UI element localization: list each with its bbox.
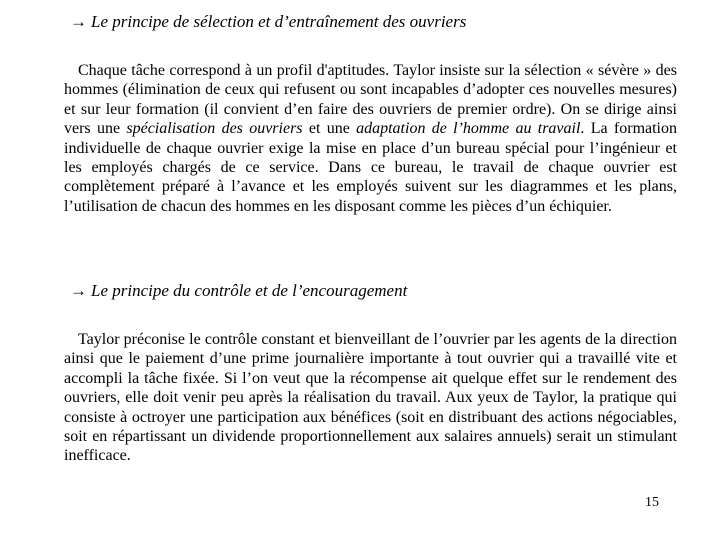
paragraph-control — [64, 330, 677, 466]
paragraph-text: . La formation individuelle de chaque ouvrier exige la mise en place d’un bureau spécial pour l’ingénieur et les employés chargés de ce service. Dans ce bureau, le travail de chaque ouvrier est complètement préparé à l’avance et les employés suivent sur les diagrammes et les plans, l’utilisation de chacun des hommes en les disposant comme les pièces d’un échiquier. — [64, 120, 678, 215]
paragraph-text: Taylor préconise le contrôle constant et bienveillant de l’ouvrier par les agents de la direction ainsi que le paiement d’une prime journalière importante à tout ouvrier qui a travaillé vite et accompli la tâche fixée. Si l’on veut que la récompense ait quelque effet sur le rendement des ouvriers, elle doit venir peu après la réalisation du travail. Aux yeux de Taylor, la pratique qui consiste à octroyer une participation aux bénéfices (soit en distribuant des actions négociables, soit en répartissant un dividende proportionnellement aux salaires annuels) serait un stimulant inefficace. — [64, 331, 677, 465]
page-number: 15 — [645, 495, 659, 510]
right-arrow-icon: → — [70, 12, 87, 31]
section-heading-selection — [70, 12, 466, 32]
section-heading-control — [70, 281, 407, 301]
italic-phrase: spécialisation des ouvriers — [126, 120, 303, 138]
right-arrow-icon: → — [70, 281, 87, 300]
italic-phrase: adaptation de l’homme au travail — [356, 120, 581, 138]
paragraph-selection — [64, 61, 677, 216]
paragraph-text: et une — [302, 120, 357, 138]
paragraph-text: Chaque tâche correspond à un profil d'aptitudes. Taylor insiste sur la sélection « sévère » des hommes (élimination de ceux qui refusent ou sont incapables d’adopter ces nouvelles mesures) et sur leur formation (il convient d’en faire des ouvriers de premier ordre). On se dirige ainsi vers une — [64, 62, 677, 138]
heading-text: Le principe du contrôle et de l’encouragement — [91, 281, 408, 300]
heading-text: Le principe de sélection et d’entraînement des ouvriers — [91, 12, 467, 31]
